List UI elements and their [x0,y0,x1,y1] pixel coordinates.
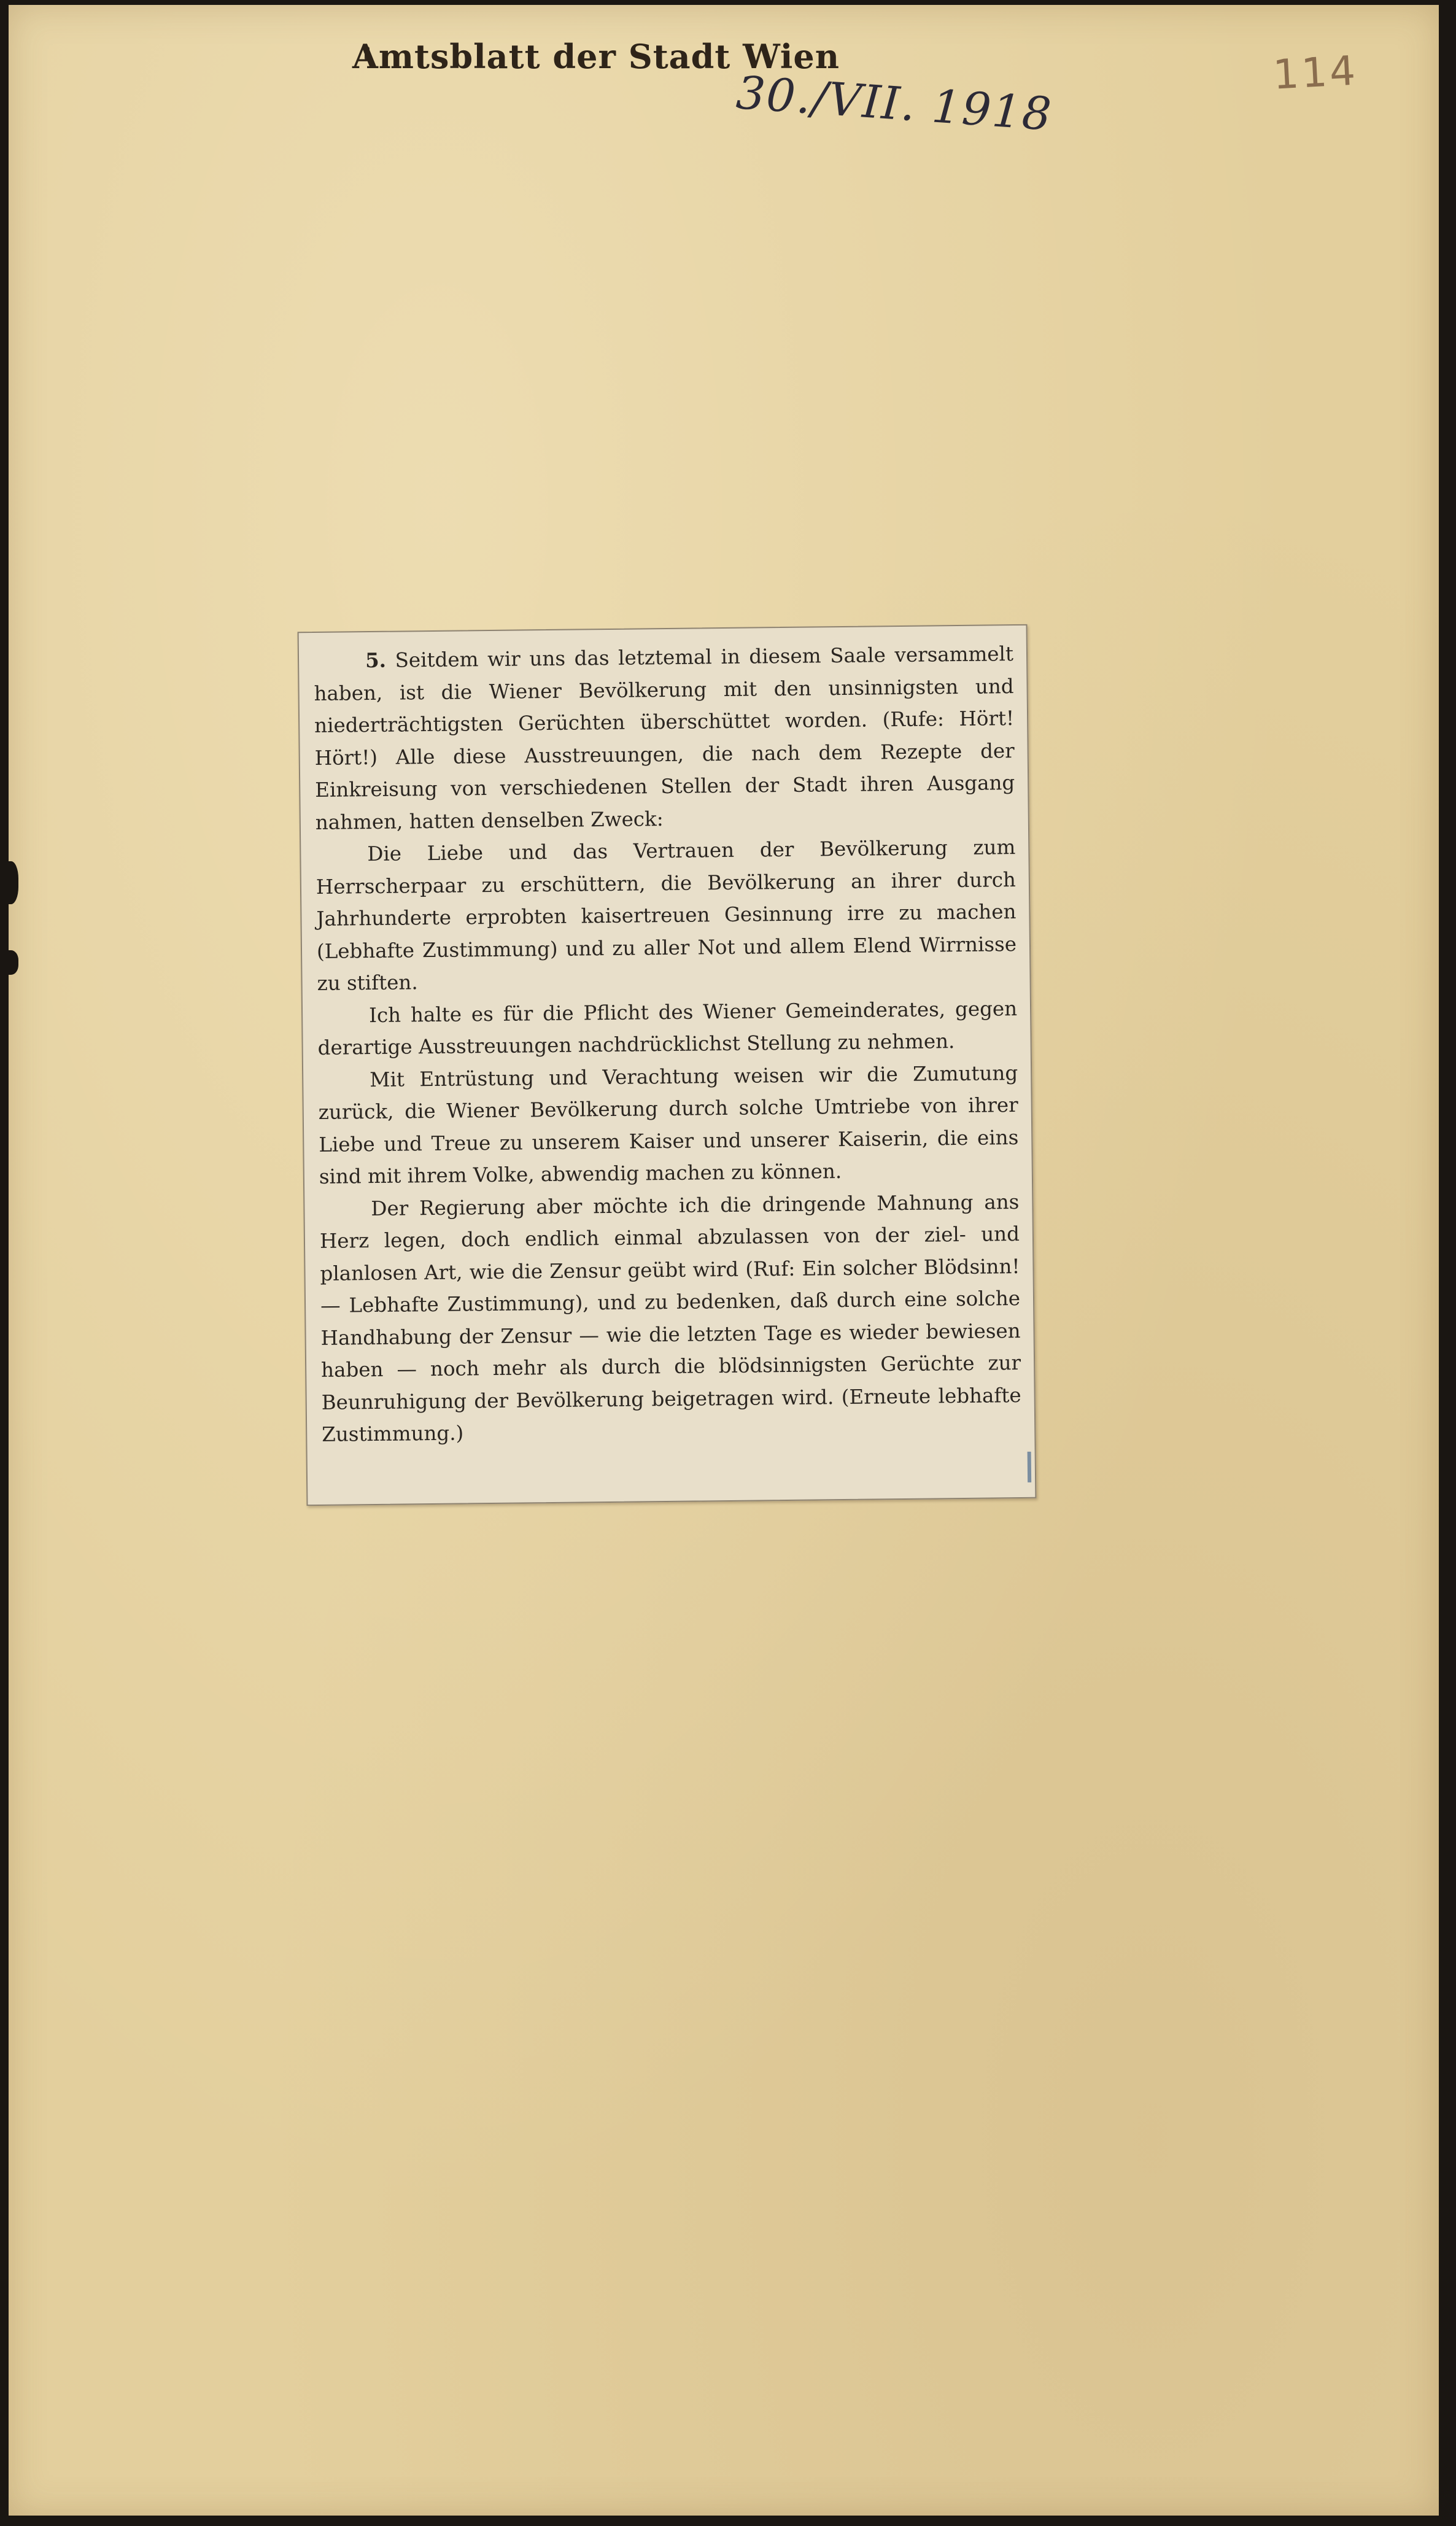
clipping-body [314,638,1022,1451]
newspaper-source: Amtsblatt der Stadt Wien [352,37,840,76]
clipping-paragraph: Der Regierung aber möchte ich die dringende Mahnung ans Herz legen, doch endlich einmal abzulassen von der ziel- und planlosen Art, wie die Zensur geübt wird (Ruf: Ein solcher Blödsinn! — Lebhafte Zustimmung), und zu bedenken, daß durch eine solche Handhabung der Zensur — wie die letzten Tage es wieder bewiesen haben — noch mehr als durch die blödsinnigsten Gerüchte zur Beunruhigung der Bevölkerung beigetragen wird. (Erneute lebhafte Zustimmung.) [319,1190,1021,1446]
paragraph-text: Seitdem wir uns das letztemal in diesem Saale versammelt haben, ist die Wiener Bevölkerung mit den unsinnigsten und niederträchtigsten Gerüchten überschüttet worden. (Rufe: Hört! Hört!) Alle diese Ausstreuungen, die nach dem Rezepte der Einkreisung von verschiedenen Stellen der Stadt ihren Ausgang nahmen, hatten denselben Zweck: [314,642,1015,834]
archival-sheet [9,5,1439,2516]
folio-number: 114 [1272,47,1359,99]
torn-edge-notch [0,950,18,975]
torn-edge-notch [0,861,18,904]
clipping-paragraph: Ich halte es für die Pflicht des Wiener Gemeinderates, gegen derartige Ausstreuungen nachdrücklichst Stellung zu nehmen. [317,996,1018,1060]
clipping-paragraph: Mit Entrüstung und Verachtung weisen wir die Zumutung zurück, die Wiener Bevölkerung durch solche Umtriebe von ihrer Liebe und Treue zu unserem Kaiser und unserer Kaiserin, die eins sind mit ihrem Volke, abwendig machen zu können. [318,1061,1019,1188]
blue-pencil-mark [1028,1452,1032,1482]
clipping-paragraph: Die Liebe und das Vertrauen der Bevölkerung zum Herrscherpaar zu erschüttern, die Bevölkerung an ihrer durch Jahrhunderte erprobten kaisertreuen Gesinnung irre zu machen (Lebhafte Zustimmung) und zu aller Not und allem Elend Wirrnisse zu stiften. [316,835,1017,995]
newspaper-clipping [298,624,1037,1506]
clipping-paragraph [314,638,1015,839]
item-number: 5. [365,648,387,673]
handwritten-date: 30./VII. 1918 [734,66,1055,141]
